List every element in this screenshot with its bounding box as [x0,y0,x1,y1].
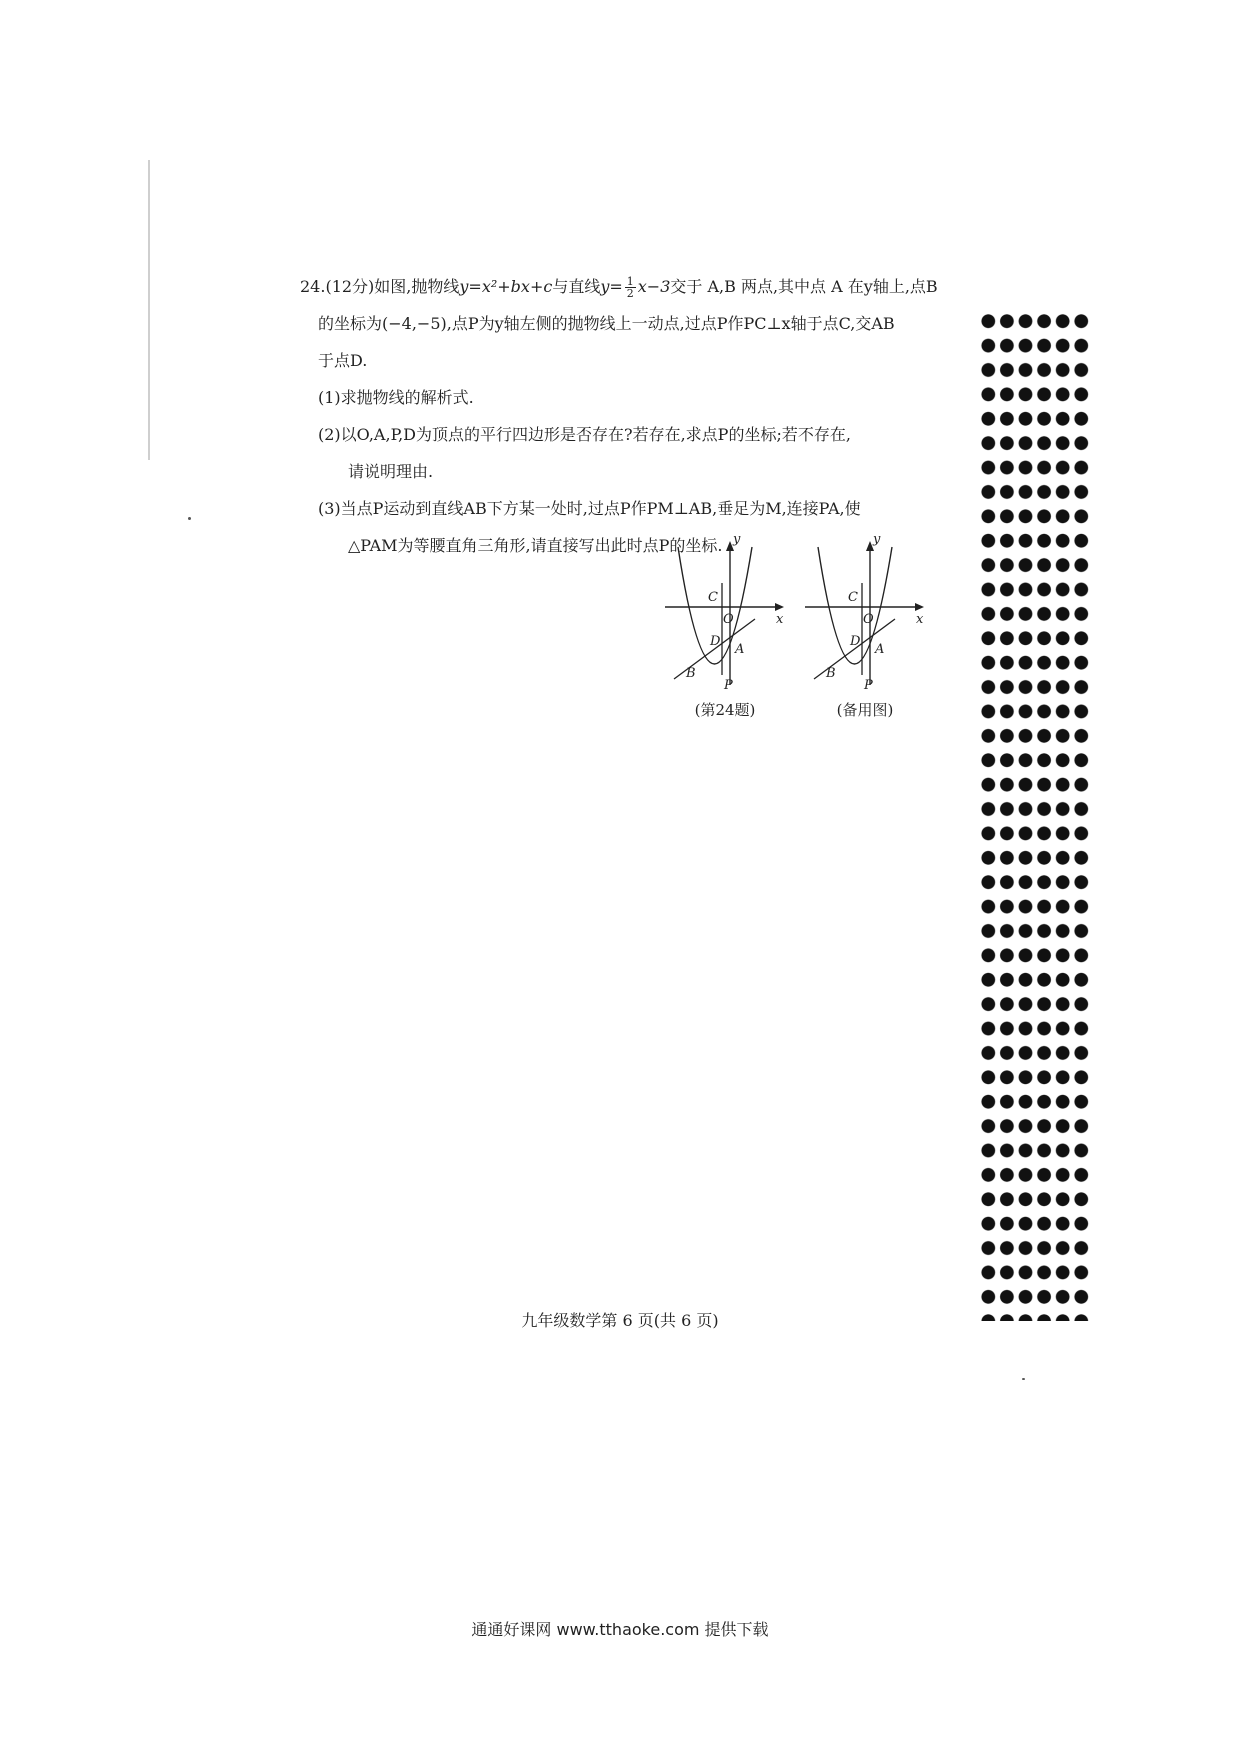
scan-speck [188,517,191,520]
point-c-label: C [708,590,718,605]
point-p-label: P [864,678,873,693]
intro-text-3: 交于 A,B 两点,其中点 A 在y轴上,点B [670,277,938,296]
intro-text: 如图,抛物线 [374,277,460,296]
y-axis-label: y [733,535,741,547]
point-o-label: O [723,612,734,627]
point-b-label: B [826,666,836,681]
part-2-continued: 请说明理由. [348,462,434,481]
question-24 [300,268,960,564]
point-d-label: D [710,634,721,649]
part-3-continued: △PAM为等腰直角三角形,请直接写出此时点P的坐标. [348,536,723,555]
part-1: (1)求抛物线的解析式. [318,388,474,407]
figure-question-24 [660,535,790,720]
binding-dot-strip [979,309,1091,1321]
x-axis-label: x [776,612,784,627]
download-credit: 通通好课网 www.tthaoke.com 提供下载 [471,1620,769,1639]
y-axis-label: y [873,535,881,547]
fraction-one-half [625,276,636,299]
question-line-3: 于点D. [318,351,368,370]
parabola-equation: y=x²+bx+c [459,277,553,296]
fraction-numerator: 1 [626,275,634,288]
page-number-footer: 九年级数学第 6 页(共 6 页) [521,1311,719,1330]
point-d-label: D [850,634,861,649]
parabola-diagram [800,535,930,695]
fraction-denominator: 2 [626,287,634,300]
line-equation-rhs: x−3 [637,277,671,296]
parabola-diagram [660,535,790,695]
point-a-label: A [735,642,745,657]
line-equation-lhs: y= [600,277,623,296]
point-a-label: A [875,642,885,657]
scan-speck [1022,1378,1025,1380]
part-2: (2)以O,A,P,D为顶点的平行四边形是否存在?若存在,求点P的坐标;若不存在, [318,425,851,444]
binding-margin-line [148,160,150,460]
question-number: 24.(12分) [300,277,375,296]
point-o-label: O [863,612,874,627]
figure-caption: (第24题) [694,701,756,719]
point-p-label: P [724,678,733,693]
figure-caption: (备用图) [836,701,894,719]
question-line-2: 的坐标为(−4,−5),点P为y轴左侧的抛物线上一动点,过点P作PC⊥x轴于点C,交AB [318,314,895,333]
x-axis-label: x [916,612,924,627]
figure-backup [800,535,930,720]
intro-text-2: 与直线 [552,277,601,296]
question-line-1 [300,268,960,305]
part-3: (3)当点P运动到直线AB下方某一处时,过点P作PM⊥AB,垂足为M,连接PA,使 [318,499,861,518]
figures [660,535,940,725]
point-c-label: C [848,590,858,605]
point-b-label: B [686,666,696,681]
